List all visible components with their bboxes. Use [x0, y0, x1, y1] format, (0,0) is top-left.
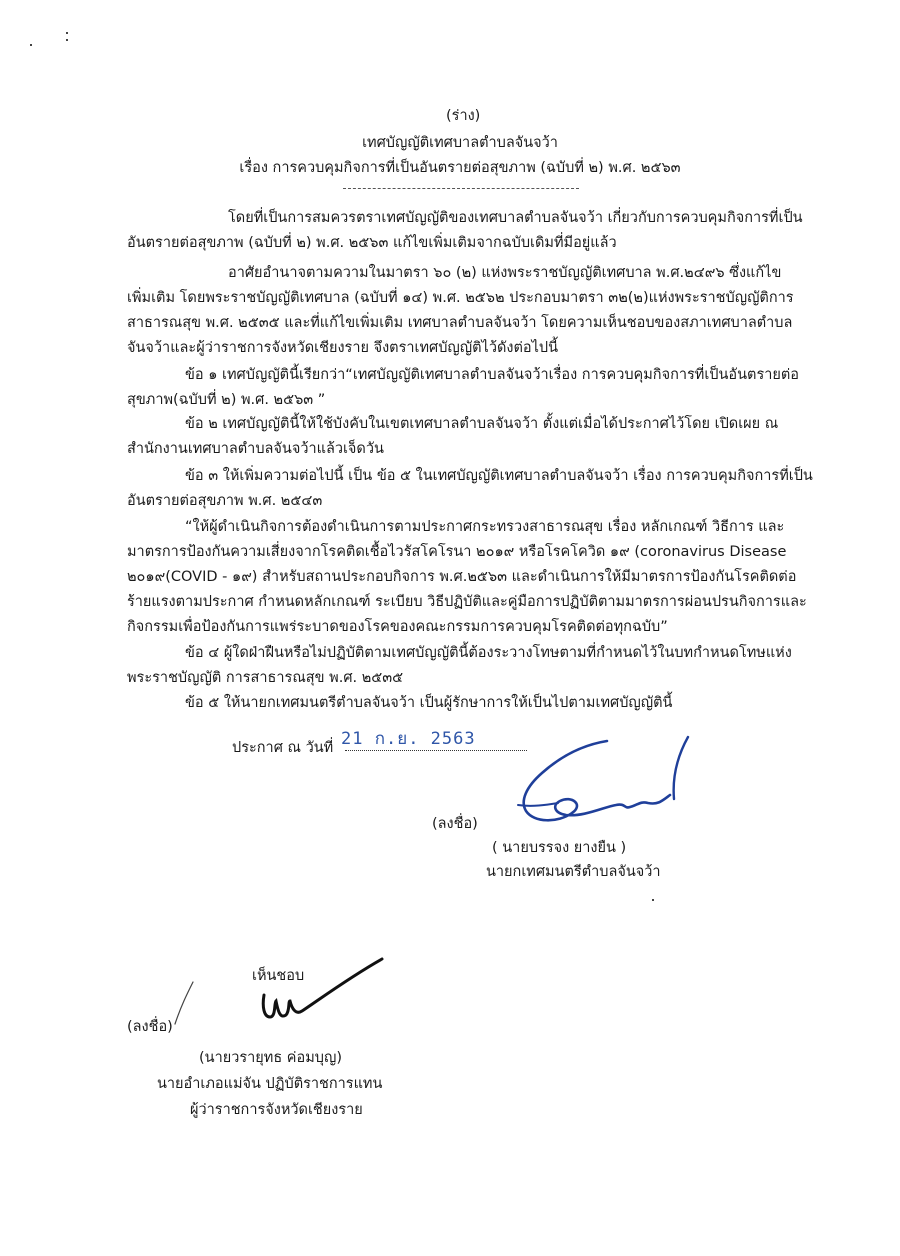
mayor-name: ( นายบรรจง ยางยืน ) [492, 840, 627, 856]
clause-3-line: ข้อ ๓ ให้เพิ่มความต่อไปนี้ เป็น ข้อ ๕ ในเทศบัญญัติเทศบาลตำบลจันจว้า เรื่อง การควบคุมกิจการที่เป็น [185, 468, 813, 484]
document-subject: เรื่อง การควบคุมกิจการที่เป็นอันตรายต่อสุขภาพ (ฉบับที่ ๒) พ.ศ. ๒๕๖๓ [239, 160, 681, 176]
authority-line: จันจว้าและผู้ว่าราชการจังหวัดเชียงราย จึงตราเทศบัญญัติไว้ดังต่อไปนี้ [127, 340, 559, 356]
mayor-signature [512, 735, 692, 845]
draft-label: (ร่าง) [446, 108, 481, 124]
clause-5-line: ข้อ ๕ ให้นายกเทศมนตรีตำบลจันจว้า เป็นผู้รักษาการให้เป็นไปตามเทศบัญญัตินี้ [185, 695, 673, 711]
approval-position: นายอำเภอแม่จัน ปฏิบัติราชการแทน [157, 1076, 383, 1092]
clause-3-line: อันตรายต่อสุขภาพ พ.ศ. ๒๕๔๓ [127, 493, 323, 509]
announce-date-field [341, 728, 527, 751]
approval-label: เห็นชอบ [252, 968, 305, 984]
clause-2-line: สำนักงานเทศบาลตำบลจันจว้าแล้วเจ็ดวัน [127, 441, 384, 457]
quoted-clause-line: “ให้ผู้ดำเนินกิจการต้องดำเนินการตามประกาศกระทรวงสาธารณสุข เรื่อง หลักเกณฑ์ วิธีการ และ [185, 519, 785, 535]
approval-sign-label: (ลงชื่อ) [127, 1019, 173, 1035]
mayor-sign-label: (ลงชื่อ) [432, 816, 478, 832]
mayor-position: นายกเทศมนตรีตำบลจันจว้า [486, 864, 661, 880]
announce-label: ประกาศ ณ วันที่ [232, 740, 334, 756]
scan-speck [652, 899, 654, 901]
scan-speck [66, 32, 68, 34]
approval-position: ผู้ว่าราชการจังหวัดเชียงราย [190, 1102, 363, 1118]
scan-speck [30, 44, 32, 46]
authority-line: อาศัยอำนาจตามความในมาตรา ๖๐ (๒) แห่งพระราชบัญญัติเทศบาล พ.ศ.๒๔๙๖ ซึ่งแก้ไข [228, 265, 782, 281]
authority-line: สาธารณสุข พ.ศ. ๒๕๓๕ และที่แก้ไขเพิ่มเติม เทศบาลตำบลจันจว้า โดยความเห็นชอบของสภาเทศบาลตำบล [127, 315, 793, 331]
clause-4-line: ข้อ ๔ ผู้ใดฝ่าฝืนหรือไม่ปฏิบัติตามเทศบัญญัตินี้ต้องระวางโทษตามที่กำหนดไว้ในบทกำหนดโทษแห่ง [185, 645, 792, 661]
approval-signature [250, 955, 400, 1035]
clause-2-line: ข้อ ๒ เทศบัญญัตินี้ให้ใช้บังคับในเขตเทศบาลตำบลจันจว้า ตั้งแต่เมื่อได้ประกาศไว้โดย เปิดเผย ณ [185, 416, 779, 432]
clause-1-line: สุขภาพ(ฉบับที่ ๒) พ.ศ. ๒๕๖๓ ” [127, 392, 326, 408]
clause-1-line: ข้อ ๑ เทศบัญญัตินี้เรียกว่า“เทศบัญญัติเทศบาลตำบลจันจว้าเรื่อง การควบคุมกิจการที่เป็นอันตรายต่อ [185, 367, 800, 383]
preamble-line: โดยที่เป็นการสมควรตราเทศบัญญัติของเทศบาลตำบลจันจว้า เกี่ยวกับการควบคุมกิจการที่เป็น [228, 210, 803, 226]
approval-name: (นายวรายุทธ ค่อมบุญ) [199, 1050, 342, 1066]
quoted-clause-line: กิจกรรมเพื่อป้องกันการแพร่ระบาดของโรคของคณะกรรมการควบคุมโรคติดต่อทุกฉบับ” [127, 619, 668, 635]
authority-line: เพิ่มเติม โดยพระราชบัญญัติเทศบาล (ฉบับที่ ๑๔) พ.ศ. ๒๕๖๒ ประกอบมาตรา ๓๒(๒)แห่งพระราชบัญญัติการ [127, 290, 794, 306]
quoted-clause-line: ร้ายแรงตามประกาศ กำหนดหลักเกณฑ์ ระเบียบ วิธีปฏิบัติและคู่มือการปฏิบัติตามมาตรการผ่อนปรนกิจการและ [127, 594, 807, 610]
quoted-clause-line: มาตรการป้องกันความเสี่ยงจากโรคติดเชื้อไวรัสโคโรนา ๒๐๑๙ หรือโรคโควิด ๑๙ (coronavirus Disease [127, 544, 787, 560]
preamble-line: อันตรายต่อสุขภาพ (ฉบับที่ ๒) พ.ศ. ๒๕๖๓ แก้ไขเพิ่มเติมจากฉบับเดิมที่มีอยู่แล้ว [127, 235, 617, 251]
quoted-clause-line: ๒๐๑๙(COVID - ๑๙) สำหรับสถานประกอบกิจการ พ.ศ.๒๕๖๓ และดำเนินการให้มีมาตรการป้องกันโรคติดต่อ [127, 569, 797, 585]
clause-4-line: พระราชบัญญัติ การสาธารณสุข พ.ศ. ๒๕๓๕ [127, 670, 404, 686]
scan-speck [66, 39, 68, 41]
header-divider [343, 188, 579, 189]
document-title: เทศบัญญัติเทศบาลตำบลจันจว้า [362, 135, 558, 151]
date-stamp: 21 ก.ย. 2563 [341, 729, 476, 749]
